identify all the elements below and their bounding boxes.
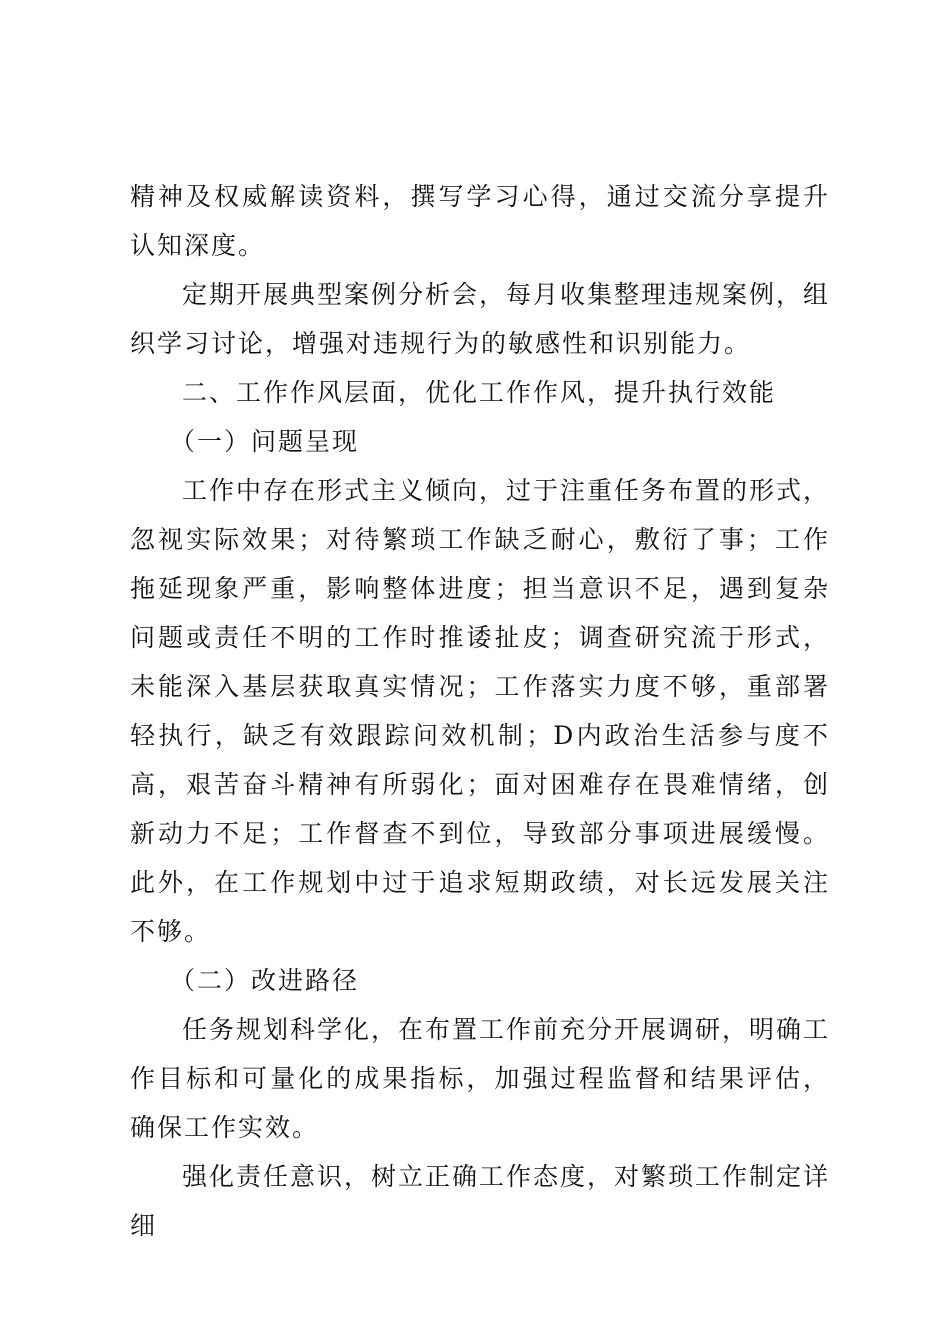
paragraph-study-materials: 精神及权威解读资料，撰写学习心得，通过交流分享提升认知深度。 (130, 182, 830, 260)
paragraph-responsibility: 强化责任意识，树立正确工作态度，对繁琐工作制定详细 (130, 1162, 831, 1240)
subheading-problems: （一）问题呈现 (170, 427, 360, 456)
section-heading-work-style: 二、工作作风层面，优化工作作风，提升执行效能 (182, 378, 777, 407)
paragraph-problems-detail: 工作中存在形式主义倾向，过于注重任务布置的形式，忽视实际效果；对待繁琐工作缺乏耐心，敷衍了事；工作拖延现象严重，影响整体进度；担当意识不足，遇到复杂问题或责任不明的工作时推诿扯皮；调查研究流于形式，未能深入基层获取真实情况；工作落实力度不够，重部署轻执行，缺乏有效跟踪问效机制；D内政治生活参与度不高，艰苦奋斗精神有所弱化；面对困难存在畏难情绪，创新动力不足；工作督查不到位，导致部分事项进展缓慢。此外，在工作规划中过于追求短期政绩，对长远发展关注不够。 (130, 476, 831, 946)
paragraph-case-analysis: 定期开展典型案例分析会，每月收集整理违规案例，组织学习讨论，增强对违规行为的敏感性和识别能力。 (130, 280, 831, 358)
paragraph-task-planning: 任务规划科学化，在布置工作前充分开展调研，明确工作目标和可量化的成果指标，加强过程监督和结果评估，确保工作实效。 (130, 1015, 831, 1142)
subheading-improvement: （二）改进路径 (170, 966, 360, 995)
document-body (130, 172, 830, 1250)
